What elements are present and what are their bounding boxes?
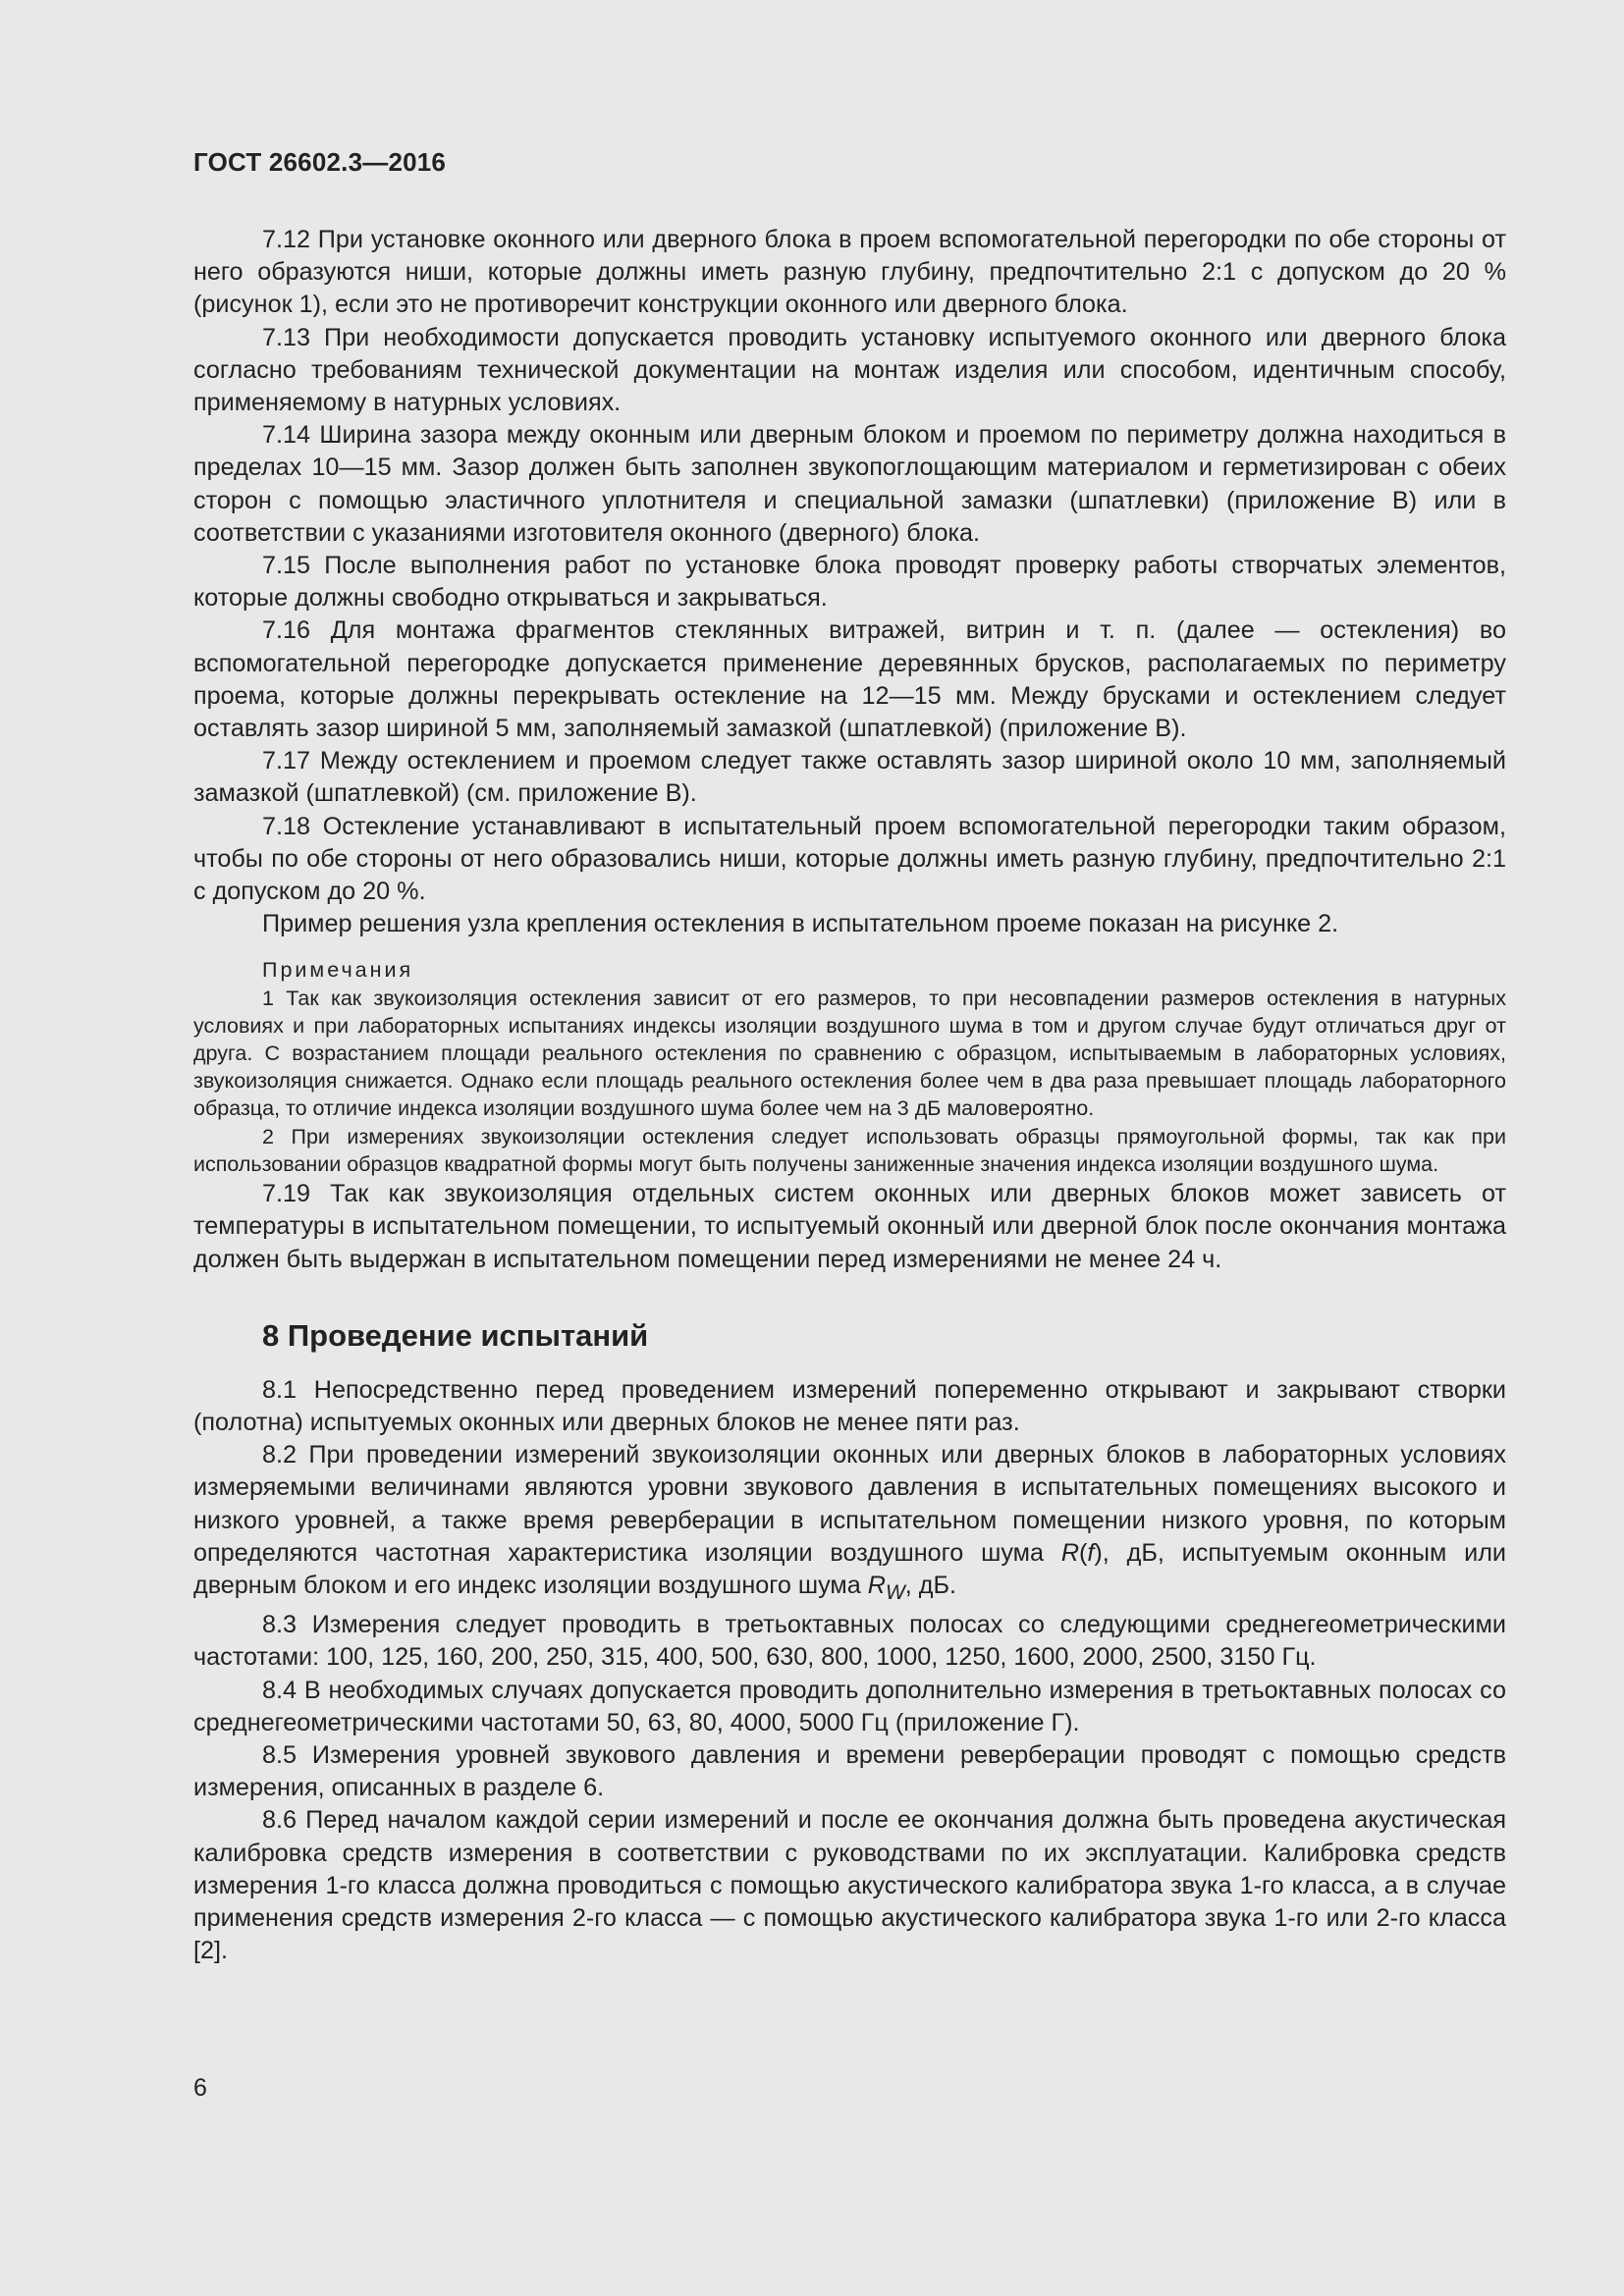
document-code-header: ГОСТ 26602.3—2016 [193, 147, 447, 177]
paragraph-8-2-open-paren: ( [1079, 1538, 1088, 1567]
paragraph-7-14: 7.14 Ширина зазора между оконным или дверным блоком и проемом по периметру должна находиться в пределах 10—15 мм. Зазор должен быть заполнен звукопоглощающим материалом и герметизирован с обеих сторон с помощью эластичного уплотнителя и специальной замазки (шпатлевки) (приложение В) или в соответствии с указаниями изготовителя оконного (дверного) блока. [193, 421, 1506, 547]
paragraph-8-4: 8.4 В необходимых случаях допускается проводить дополнительно измерения в третьоктавных полосах со среднегеометрическими частотами 50, 63, 80, 4000, 5000 Гц (приложение Г). [193, 1676, 1506, 1736]
document-body [193, 224, 1506, 1967]
paragraph-8-1: 8.1 Непосредственно перед проведением измерений попеременно открывают и закрывают створки (полотна) испытуемых оконных или дверных блоков не менее пяти раз. [193, 1375, 1506, 1436]
page-number: 6 [193, 2074, 207, 2102]
paragraph-7-16: 7.16 Для монтажа фрагментов стеклянных витражей, витрин и т. п. (далее — остекления) во вспомогательной перегородке допускается применение деревянных брусков, располагаемых по периметру проема, которые должны перекрывать остекление на 12—15 мм. Между брусками и остеклением следует оставлять зазор шириной 5 мм, заполняемый замазкой (шпатлевкой) (приложение В). [193, 616, 1506, 743]
paragraph-7-19: 7.19 Так как звукоизоляция отдельных систем оконных или дверных блоков может зависеть от температуры в испытательном помещении, то испытуемый оконный или дверной блок после окончания монтажа должен быть выдержан в испытательном помещении перед измерениями не менее 24 ч. [193, 1180, 1506, 1273]
paragraph-8-3: 8.3 Измерения следует проводить в третьоктавных полосах со следующими среднегеометрическими частотами: 100, 125, 160, 200, 250, 315, 400, 500, 630, 800, 1000, 1250, 1600, 2000, 2500, 3150 Гц. [193, 1611, 1506, 1672]
symbol-f: f [1087, 1538, 1095, 1567]
symbol-rw: R [867, 1571, 886, 1599]
notes-title: Примечания [262, 958, 414, 983]
section-8-heading: 8 Проведение испытаний [262, 1317, 649, 1353]
paragraph-8-2-text-mid: ), дБ, испытуемым оконным или дверным блоком и его индекс изоляции воздушного шума [193, 1538, 1507, 1599]
paragraph-7-12: 7.12 При установке оконного или дверного блока в проем вспомогательной перегородки по обе стороны от него образуются ниши, которые должны иметь разную глубину, предпочтительно 2:1 с допуском до 20 % (рисунок 1), если это не противоречит конструкции оконного или дверного блока. [193, 226, 1506, 319]
notes-block [193, 956, 1506, 1178]
paragraph-8-2 [193, 1439, 1506, 1609]
paragraph-8-2-text-end: , дБ. [904, 1571, 957, 1599]
paragraph-example-figure-2: Пример решения узла крепления остекления в испытательном проеме показан на рисунке 2. [262, 910, 1339, 938]
note-1: 1 Так как звукоизоляция остекления зависит от его размеров, то при несовпадении размеров остекления в натурных условиях и при лабораторных испытаниях индексы изоляции воздушного шума в том и другом случае будут отличаться друг от друга. С возрастанием площади реального остекления по сравнению с образцом, испытываемым в лабораторных условиях, звукоизоляция снижается. Однако если площадь реального остекления более чем в два раза превышает площадь лабораторного образца, то отличие индекса изоляции воздушного шума более чем на 3 дБ маловероятно. [193, 986, 1506, 1121]
symbol-rw-subscript [886, 1581, 905, 1604]
note-2: 2 При измерениях звукоизоляции остекления следует использовать образцы прямоугольной формы, так как при использовании образцов квадратной формы могут быть получены заниженные значения индекса изоляции воздушного шума. [193, 1124, 1506, 1176]
symbol-r: R [1060, 1538, 1080, 1567]
paragraph-7-18: 7.18 Остекление устанавливают в испытательный проем вспомогательной перегородки таким образом, чтобы по обе стороны от него образовались ниши, которые должны иметь разную глубину, предпочтительно 2:1 с допуском до 20 %. [193, 812, 1506, 906]
paragraph-7-15: 7.15 После выполнения работ по установке блока проводят проверку работы створчатых элементов, которые должны свободно открываться и закрываться. [193, 552, 1506, 613]
paragraph-8-5: 8.5 Измерения уровней звукового давления и времени реверберации проводят с помощью средств измерения, описанных в разделе 6. [193, 1740, 1506, 1802]
paragraph-8-2-text-start: 8.2 При проведении измерений звукоизоляции оконных или дверных блоков в лабораторных условиях измеряемыми величинами являются уровни звукового давления в испытательных помещениях высокого и низкого уровней, а также время реверберации в испытательном помещении низкого уровня, по которым определяются частотная характеристика изоляции воздушного шума [193, 1441, 1506, 1567]
symbol-w: W [885, 1580, 905, 1604]
paragraph-8-6: 8.6 Перед началом каждой серии измерений и после ее окончания должна быть проведена акустическая калибровка средств измерения в соответствии с руководствами по их эксплуатации. Калибровка средств измерения 1-го класса должна проводиться с помощью акустического калибратора звука 1-го класса, а в случае применения средств измерения 2-го класса — с помощью акустического калибратора звука 1-го или 2-го класса [2]. [193, 1806, 1506, 1965]
paragraph-7-13: 7.13 При необходимости допускается проводить установку испытуемого оконного или дверного блока согласно требованиям технической документации на монтаж изделия или способом, идентичным способу, применяемому в натурных условиях. [193, 323, 1506, 417]
paragraph-7-17: 7.17 Между остеклением и проемом следует также оставлять зазор шириной около 10 мм, заполняемый замазкой (шпатлевкой) (см. приложение В). [193, 747, 1506, 808]
